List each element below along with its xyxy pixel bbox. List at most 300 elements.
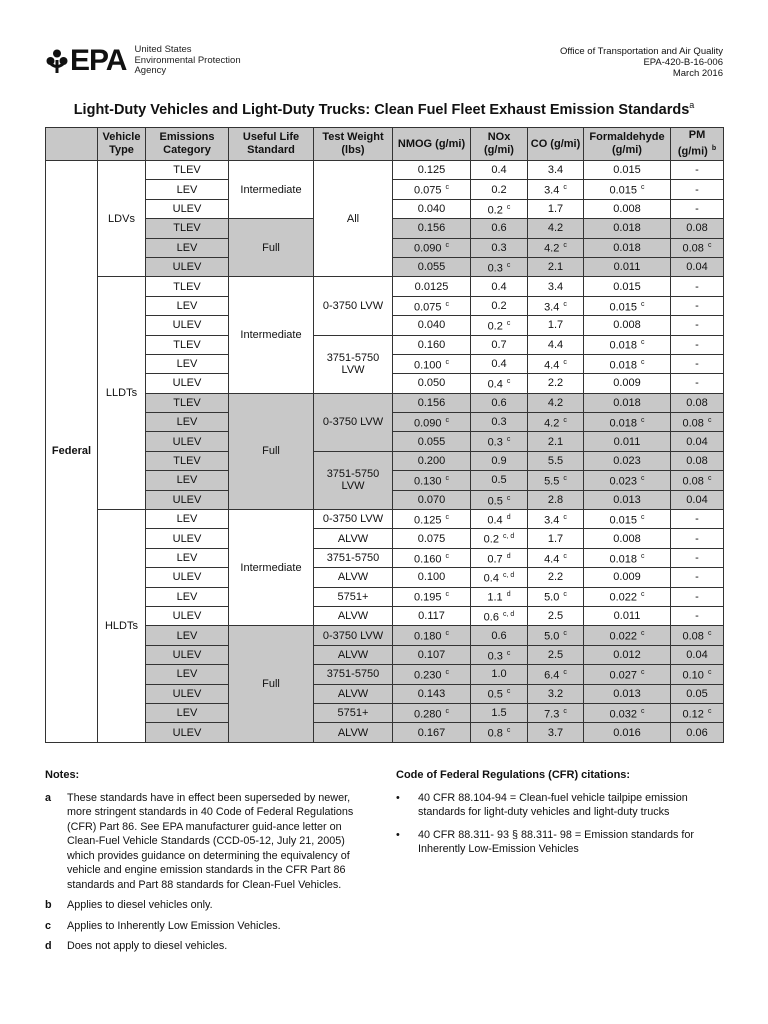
pm-cell <box>671 296 724 315</box>
nmog-cell <box>393 354 471 373</box>
test-weight-cell: ALVW <box>314 529 393 548</box>
formaldehyde-cell-value: 0.018 <box>609 340 637 353</box>
nmog-cell-value: 0.230 <box>413 669 442 682</box>
agency-line: Environmental Protection <box>134 54 241 66</box>
nmog-cell <box>393 626 471 645</box>
footnote-marker: c <box>641 513 645 521</box>
co-cell-value: 3.2 <box>547 687 564 700</box>
co-cell-value: 3.7 <box>547 726 564 739</box>
nmog-cell <box>393 665 471 684</box>
emissions-category-cell: ULEV <box>146 374 229 393</box>
footnote-marker: c <box>445 669 450 677</box>
formaldehyde-cell-value: 0.018 <box>609 553 637 566</box>
formaldehyde-cell <box>584 451 671 470</box>
nox-cell-value: 0.2 <box>487 320 503 333</box>
vehicle-type-cell: LDVs <box>98 161 146 277</box>
nmog-cell <box>393 335 471 354</box>
nox-cell <box>471 529 528 548</box>
co-cell-value: 4.2 <box>544 417 560 430</box>
pm-cell-value: 0.04 <box>686 648 708 661</box>
emissions-category-cell: LEV <box>146 413 229 432</box>
pm-cell <box>671 432 724 451</box>
nmog-cell <box>393 606 471 625</box>
co-cell <box>528 529 584 548</box>
emissions-category-cell: TLEV <box>146 393 229 412</box>
pm-cell-value: 0.08 <box>682 630 704 643</box>
footnote-marker: c <box>445 475 450 483</box>
emissions-category-cell: ULEV <box>146 529 229 548</box>
table-row <box>46 645 724 664</box>
nmog-cell-value: 0.200 <box>417 455 446 468</box>
table-row <box>46 684 724 703</box>
footnote-marker: c <box>563 552 567 560</box>
formaldehyde-cell-value: 0.008 <box>613 532 641 545</box>
footnote-marker: c <box>445 184 450 192</box>
co-cell-value: 6.4 <box>544 669 560 682</box>
pm-cell <box>671 374 724 393</box>
nmog-cell-value: 0.117 <box>418 610 445 623</box>
co-cell <box>528 684 584 703</box>
bullet-icon: • <box>396 791 400 804</box>
nmog-cell <box>393 471 471 490</box>
pm-cell-value: 0.08 <box>686 396 708 409</box>
co-cell <box>528 471 584 490</box>
formaldehyde-cell-value: 0.009 <box>613 571 641 584</box>
pm-cell <box>671 529 724 548</box>
emissions-category-cell: TLEV <box>146 219 229 238</box>
pm-cell <box>671 703 724 722</box>
nox-cell-value: 0.4 <box>491 280 507 293</box>
vehicle-type-cell: HLDTs <box>98 510 146 743</box>
formaldehyde-cell <box>584 703 671 722</box>
nox-cell-value: 0.6 <box>491 629 507 642</box>
formaldehyde-cell-value: 0.018 <box>613 396 641 409</box>
nmog-cell <box>393 490 471 509</box>
nox-cell <box>471 161 528 180</box>
pm-cell-value: 0.08 <box>682 475 704 488</box>
co-cell-value: 4.2 <box>544 243 560 256</box>
co-cell-value: 5.5 <box>544 475 560 488</box>
formaldehyde-cell-value: 0.015 <box>609 514 637 527</box>
footnote-marker: c <box>445 707 450 715</box>
nox-cell <box>471 180 528 199</box>
nmog-cell-value: 0.130 <box>413 475 442 488</box>
co-cell-value: 1.7 <box>547 319 564 332</box>
pm-cell <box>671 723 724 742</box>
nox-cell-value: 0.6 <box>491 396 507 409</box>
test-weight-cell: ALVW <box>314 684 393 703</box>
footnote-marker: c <box>641 669 645 677</box>
header-nmog: NMOG (g/mi) <box>393 128 471 161</box>
emissions-category-cell: ULEV <box>146 490 229 509</box>
header-useful-life: Useful Life Standard <box>229 128 314 161</box>
formaldehyde-cell-value: 0.018 <box>613 222 641 235</box>
nox-cell <box>471 606 528 625</box>
nox-cell-value: 0.2 <box>487 204 503 217</box>
test-weight-cell: 0-3750 LVW <box>314 510 393 529</box>
co-cell <box>528 296 584 315</box>
table-row <box>46 451 724 470</box>
footnote-marker: c <box>506 378 511 386</box>
co-cell <box>528 451 584 470</box>
nmog-cell-value: 0.195 <box>413 592 442 605</box>
table-row <box>46 703 724 722</box>
cfr-citation-text: 40 CFR 88.311- 93 § 88.311- 98 = Emission standards for Inherently Low-Emission Vehicles <box>418 828 694 855</box>
footnote-marker: c <box>641 300 645 308</box>
co-cell-value: 2.8 <box>547 493 564 506</box>
formaldehyde-cell-value: 0.013 <box>613 687 641 700</box>
nmog-cell <box>393 277 471 296</box>
nox-cell-value: 1.1 <box>487 592 503 605</box>
pm-cell-value: - <box>695 532 699 545</box>
formaldehyde-cell <box>584 238 671 257</box>
useful-life-cell: Full <box>229 393 314 509</box>
co-cell-value: 4.4 <box>544 359 560 372</box>
formaldehyde-cell <box>584 354 671 373</box>
footnote-marker: c <box>641 416 645 424</box>
nox-cell-value: 0.4 <box>487 378 503 391</box>
test-weight-cell: ALVW <box>314 568 393 587</box>
co-cell-value: 2.2 <box>547 571 564 584</box>
nmog-cell-value: 0.055 <box>417 261 446 274</box>
nmog-cell <box>393 238 471 257</box>
note-letter: b <box>45 899 52 911</box>
formaldehyde-cell <box>584 257 671 276</box>
emissions-category-cell: LEV <box>146 510 229 529</box>
pm-cell <box>671 354 724 373</box>
nox-cell <box>471 451 528 470</box>
nox-cell <box>471 723 528 742</box>
header-co: CO (g/mi) <box>528 128 584 161</box>
footnote-marker: c <box>563 184 567 192</box>
nox-cell <box>471 238 528 257</box>
co-cell-value: 1.7 <box>547 532 564 545</box>
nmog-cell <box>393 432 471 451</box>
header-pm-label: PM (g/mi) <box>677 129 708 158</box>
test-weight-cell: 3751-5750 <box>314 548 393 567</box>
nmog-cell-value: 0.280 <box>413 708 442 721</box>
co-cell <box>528 587 584 606</box>
nmog-cell <box>393 413 471 432</box>
footnote-marker: c <box>506 649 511 657</box>
co-cell <box>528 219 584 238</box>
nmog-cell <box>393 587 471 606</box>
doc-date: March 2016 <box>672 68 723 79</box>
formaldehyde-cell-value: 0.023 <box>613 455 641 468</box>
co-cell <box>528 277 584 296</box>
test-weight-cell: 0-3750 LVW <box>314 277 393 335</box>
co-cell-value: 2.1 <box>547 435 564 448</box>
nox-cell <box>471 257 528 276</box>
title-text: Light-Duty Vehicles and Light-Duty Trucks: Clean Fuel Fleet Exhaust Emission Standards <box>73 101 690 118</box>
test-weight-cell: 0-3750 LVW <box>314 626 393 645</box>
footnote-marker: c <box>563 416 567 424</box>
cfr-heading: Code of Federal Regulations (CFR) citations: <box>396 769 631 781</box>
note-letter: a <box>45 791 52 804</box>
pm-cell-value: - <box>695 513 699 526</box>
nmog-cell-value: 0.125 <box>413 514 442 527</box>
co-cell <box>528 161 584 180</box>
nmog-cell-value: 0.167 <box>417 726 446 739</box>
pm-cell-value: - <box>695 552 699 564</box>
footnote-marker: c <box>445 416 450 424</box>
co-cell-value: 3.4 <box>544 514 560 527</box>
footnote-marker: c <box>641 630 645 638</box>
table-row <box>46 626 724 645</box>
header-test-weight: Test Weight (lbs) <box>314 128 393 161</box>
formaldehyde-cell-value: 0.015 <box>609 184 637 197</box>
nox-cell <box>471 316 528 335</box>
pm-cell-value: 0.12 <box>682 708 704 721</box>
pm-cell-value: 0.04 <box>686 261 708 274</box>
co-cell <box>528 238 584 257</box>
footnote-marker: c <box>506 727 511 735</box>
nmog-cell <box>393 374 471 393</box>
pm-cell-value: - <box>695 183 699 196</box>
footnote-marker: c <box>563 630 567 638</box>
pm-cell <box>671 684 724 703</box>
formaldehyde-cell <box>584 432 671 451</box>
nmog-cell <box>393 393 471 412</box>
pm-cell-value: - <box>695 338 699 351</box>
nox-cell-value: 0.6 <box>483 611 499 624</box>
pm-cell <box>671 606 724 625</box>
nox-cell-value: 0.4 <box>491 358 507 371</box>
header-formaldehyde: Formaldehyde (g/mi) <box>584 128 671 161</box>
nmog-cell-value: 0.143 <box>417 687 446 700</box>
nmog-cell-value: 0.090 <box>413 417 442 430</box>
nox-cell <box>471 568 528 587</box>
co-cell <box>528 723 584 742</box>
cfr-section <box>396 768 726 865</box>
nox-cell-value: 0.3 <box>491 241 507 254</box>
footnote-marker: c <box>707 475 712 483</box>
formaldehyde-cell <box>584 471 671 490</box>
formaldehyde-cell-value: 0.015 <box>609 301 637 314</box>
nmog-cell-value: 0.180 <box>413 630 442 643</box>
footnote-marker: c <box>707 669 712 677</box>
nmog-cell-value: 0.107 <box>417 648 446 661</box>
nox-cell-value: 0.5 <box>487 689 503 702</box>
nmog-cell-value: 0.070 <box>417 493 446 506</box>
footnote-marker: c <box>641 339 645 347</box>
notes-section <box>45 768 375 960</box>
footnote-marker: c <box>563 242 567 250</box>
nox-cell-value: 0.3 <box>487 650 503 663</box>
header-pm <box>671 128 724 161</box>
emissions-category-cell: LEV <box>146 180 229 199</box>
co-cell <box>528 374 584 393</box>
pm-cell <box>671 393 724 412</box>
pm-cell <box>671 490 724 509</box>
pm-cell <box>671 335 724 354</box>
footnote-marker: c <box>641 552 645 560</box>
header-pm-note: b <box>711 145 717 153</box>
nox-cell-value: 0.4 <box>487 514 503 527</box>
nox-cell-value: 0.8 <box>487 727 503 740</box>
footnote-marker: c <box>506 261 511 269</box>
co-cell <box>528 199 584 218</box>
co-cell <box>528 432 584 451</box>
pm-cell <box>671 238 724 257</box>
standards-table <box>45 127 724 743</box>
formaldehyde-cell-value: 0.016 <box>613 726 641 739</box>
region-cell: Federal <box>46 161 98 743</box>
nmog-cell <box>393 510 471 529</box>
page-header <box>0 0 768 90</box>
footnote-marker: c <box>506 494 511 502</box>
formaldehyde-cell <box>584 684 671 703</box>
note-item <box>45 898 375 913</box>
co-cell-value: 4.2 <box>547 222 564 235</box>
agency-name <box>134 45 240 77</box>
emissions-category-cell: TLEV <box>146 451 229 470</box>
formaldehyde-cell-value: 0.018 <box>609 359 637 372</box>
test-weight-cell: ALVW <box>314 723 393 742</box>
nmog-cell-value: 0.075 <box>413 184 442 197</box>
nmog-cell-value: 0.075 <box>413 301 442 314</box>
pm-cell <box>671 548 724 567</box>
nmog-cell-value: 0.156 <box>417 222 446 235</box>
nmog-cell-value: 0.075 <box>417 532 446 545</box>
nox-cell <box>471 703 528 722</box>
emissions-category-cell: TLEV <box>146 335 229 354</box>
notes-heading: Notes: <box>45 769 80 781</box>
co-cell-value: 1.7 <box>547 202 564 215</box>
table-row <box>46 665 724 684</box>
emissions-category-cell: ULEV <box>146 199 229 218</box>
formaldehyde-cell-value: 0.011 <box>613 261 641 274</box>
table-header-row <box>46 128 724 161</box>
nox-cell <box>471 219 528 238</box>
emissions-category-cell: LEV <box>146 238 229 257</box>
nox-cell <box>471 645 528 664</box>
test-weight-cell: 0-3750 LVW <box>314 393 393 451</box>
co-cell-value: 5.0 <box>544 630 560 643</box>
pm-cell-value: - <box>695 590 699 603</box>
nmog-cell-value: 0.055 <box>417 435 446 448</box>
footnote-marker: c <box>506 319 511 327</box>
footnote-marker: c <box>445 242 450 250</box>
formaldehyde-cell-value: 0.015 <box>613 164 641 177</box>
nmog-cell-value: 0.100 <box>417 571 446 584</box>
formaldehyde-cell-value: 0.012 <box>613 648 641 661</box>
nmog-cell <box>393 161 471 180</box>
nmog-cell <box>393 548 471 567</box>
pm-cell-value: 0.08 <box>682 417 704 430</box>
footnote-marker: c <box>641 184 645 192</box>
formaldehyde-cell <box>584 665 671 684</box>
formaldehyde-cell <box>584 393 671 412</box>
nox-cell-value: 0.2 <box>483 533 499 546</box>
formaldehyde-cell <box>584 568 671 587</box>
nmog-cell <box>393 723 471 742</box>
emissions-category-cell: ULEV <box>146 684 229 703</box>
formaldehyde-cell <box>584 296 671 315</box>
office-block <box>560 46 723 79</box>
formaldehyde-cell-value: 0.023 <box>609 475 637 488</box>
pm-cell <box>671 413 724 432</box>
nox-cell-value: 1.5 <box>491 707 507 720</box>
nox-cell-value: 0.7 <box>491 338 507 351</box>
footnote-marker: c <box>563 591 567 599</box>
co-cell <box>528 413 584 432</box>
co-cell-value: 5.5 <box>547 455 564 468</box>
emissions-category-cell: LEV <box>146 703 229 722</box>
header-vehicle-type: Vehicle Type <box>98 128 146 161</box>
co-cell <box>528 703 584 722</box>
formaldehyde-cell-value: 0.018 <box>613 241 641 254</box>
emissions-category-cell: ULEV <box>146 645 229 664</box>
footnote-marker: c <box>445 591 450 599</box>
nmog-cell <box>393 684 471 703</box>
pm-cell <box>671 316 724 335</box>
pm-cell-value: - <box>695 280 699 293</box>
table-row <box>46 548 724 567</box>
useful-life-cell: Intermediate <box>229 161 314 219</box>
useful-life-cell: Full <box>229 219 314 277</box>
office-name: Office of Transportation and Air Quality <box>560 46 723 57</box>
formaldehyde-cell-value: 0.015 <box>613 280 641 293</box>
pm-cell <box>671 471 724 490</box>
formaldehyde-cell-value: 0.018 <box>609 417 637 430</box>
co-cell-value: 3.4 <box>544 184 560 197</box>
formaldehyde-cell <box>584 374 671 393</box>
co-cell <box>528 180 584 199</box>
formaldehyde-cell <box>584 277 671 296</box>
pm-cell-value: - <box>695 319 699 332</box>
footnote-marker: d <box>506 591 511 599</box>
nox-cell <box>471 432 528 451</box>
footnote-marker: c <box>641 707 645 715</box>
nox-cell-value: 0.5 <box>487 495 503 508</box>
pm-cell-value: 0.08 <box>686 222 708 235</box>
emissions-category-cell: ULEV <box>146 316 229 335</box>
test-weight-cell: ALVW <box>314 606 393 625</box>
pm-cell <box>671 277 724 296</box>
nmog-cell <box>393 703 471 722</box>
formaldehyde-cell-value: 0.013 <box>613 493 641 506</box>
pm-cell <box>671 587 724 606</box>
useful-life-cell: Intermediate <box>229 277 314 393</box>
nox-cell-value: 0.2 <box>491 183 507 196</box>
nox-cell-value: 0.7 <box>487 553 503 566</box>
table-row <box>46 393 724 412</box>
footnote-marker: c, d <box>503 610 515 618</box>
formaldehyde-cell <box>584 413 671 432</box>
nmog-cell <box>393 180 471 199</box>
pm-cell <box>671 180 724 199</box>
nmog-cell <box>393 529 471 548</box>
footnote-marker: c <box>707 630 712 638</box>
note-text: Applies to diesel vehicles only. <box>67 899 213 911</box>
formaldehyde-cell <box>584 645 671 664</box>
note-text: Applies to Inherently Low Emission Vehicles. <box>67 919 281 932</box>
emissions-category-cell: ULEV <box>146 568 229 587</box>
footnote-marker: c <box>641 591 645 599</box>
nox-cell <box>471 335 528 354</box>
formaldehyde-cell <box>584 335 671 354</box>
pm-cell <box>671 510 724 529</box>
header-emissions-category: Emissions Category <box>146 128 229 161</box>
footnote-marker: c <box>506 203 511 211</box>
header-region <box>46 128 98 161</box>
co-cell <box>528 548 584 567</box>
pm-cell-value: 0.05 <box>686 687 708 700</box>
nox-cell-value: 0.4 <box>483 572 499 585</box>
footnote-marker: c <box>445 630 450 638</box>
agency-line: Agency <box>134 65 167 76</box>
